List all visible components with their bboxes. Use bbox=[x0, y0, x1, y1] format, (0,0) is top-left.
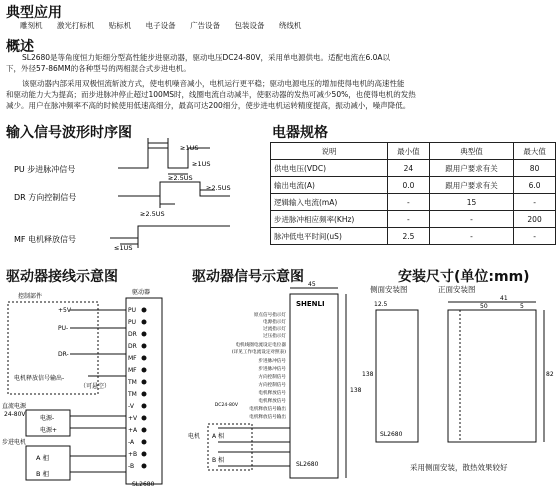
install-title: 安装尺寸(单位:mm) bbox=[398, 269, 530, 285]
pin-label: -V bbox=[128, 403, 134, 410]
pin-label: TM bbox=[128, 391, 137, 398]
driver-outline bbox=[290, 294, 338, 478]
stepper-label: 步进电机 bbox=[2, 439, 27, 446]
spec-cell: 15 bbox=[429, 194, 513, 211]
mf-label: MF 电机释放信号 bbox=[14, 235, 77, 244]
spec-header-row bbox=[271, 143, 556, 160]
signal-label: 电机释放信号 bbox=[258, 399, 286, 404]
control-part-label: 控制部件 bbox=[18, 293, 43, 300]
pin-label: MF bbox=[128, 367, 137, 374]
table-row bbox=[271, 228, 556, 245]
phase-b-label: B 相 bbox=[212, 457, 225, 464]
spec-cell: 脉冲低电平时间(uS) bbox=[271, 228, 388, 245]
spec-cell: - bbox=[429, 211, 513, 228]
spec-cell: 6.0 bbox=[514, 177, 556, 194]
dim-4: 5 bbox=[520, 303, 524, 310]
overview-line: 下，外径57-86MM的各种型号的两相混合式步进电机。 bbox=[6, 64, 191, 73]
waveform-title: 输入信号波形时序图 bbox=[6, 125, 132, 141]
install-diagram bbox=[360, 296, 560, 456]
overview-text bbox=[6, 52, 558, 111]
spec-cell: 逻辑输入电流(mA) bbox=[271, 194, 388, 211]
applications-list bbox=[20, 20, 313, 31]
signal-label: 步进脉冲信号 bbox=[258, 367, 286, 372]
spec-cell: 供电电压(VDC) bbox=[271, 160, 388, 177]
timing-4: ≥2.5US bbox=[140, 210, 165, 218]
table-row bbox=[271, 177, 556, 194]
signal-label: 电机释放信号 bbox=[258, 391, 286, 396]
timing-5: ≥2.5US bbox=[206, 184, 231, 192]
pin-label: DR bbox=[128, 331, 137, 338]
phase-b-label: B 相 bbox=[36, 470, 50, 478]
spec-cell: 200 bbox=[514, 211, 556, 228]
applications-title: 典型应用 bbox=[6, 5, 62, 21]
dim-2: 41 bbox=[500, 295, 508, 302]
install-model: SL2680 bbox=[380, 431, 403, 438]
overview-line: 该驱动器内部采用双极恒流斩波方式，使电机噪音减小，电机运行更平稳；驱动电源电压的增加使得电机的高速性能 bbox=[22, 79, 405, 88]
signal-label: 电机线圈电流设定电位器 bbox=[235, 343, 286, 348]
pin-label: PU bbox=[128, 307, 137, 314]
overview-line: SL2680是等角度恒力矩细分型高性能步进驱动器，驱动电压DC24-80V，采用单电源供电。适配电流在6.0A以 bbox=[22, 53, 391, 62]
pin-label: -B bbox=[128, 463, 135, 470]
plus5v-label: +5V bbox=[58, 307, 71, 314]
wiring-model: SL2680 bbox=[132, 481, 155, 487]
signal-title: 驱动器信号示意图 bbox=[192, 269, 304, 285]
spec-cell: - bbox=[429, 228, 513, 245]
signal-label: 原点信号指示灯 bbox=[253, 313, 286, 318]
dr-label: DR 方向控制信号 bbox=[14, 193, 77, 202]
install-note: 采用侧面安装，散热效果较好 bbox=[410, 463, 508, 472]
pu-label: PU 步进脉冲信号 bbox=[14, 165, 76, 174]
mf-out-label: 电机释放信号输出- bbox=[14, 375, 65, 382]
signal-label: (详见工作电流设定对照表) bbox=[231, 350, 286, 355]
spec-table bbox=[270, 142, 556, 245]
spec-cell: 跟用户要求有关 bbox=[429, 160, 513, 177]
timing-3: ≥2.5US bbox=[168, 174, 193, 182]
spec-cell: 2.5 bbox=[388, 228, 430, 245]
dim-1: 12.5 bbox=[374, 301, 388, 308]
pin-label: DR bbox=[128, 343, 137, 350]
pin-label: -A bbox=[128, 439, 135, 446]
motor-label: 电机 bbox=[188, 433, 201, 440]
app-item: 电子设备 bbox=[145, 21, 176, 30]
signal-label: 方向控制信号 bbox=[258, 383, 286, 388]
optional-label: （可悬空） bbox=[80, 383, 111, 390]
pin-label: PU bbox=[128, 319, 137, 326]
pin-label: +B bbox=[128, 451, 138, 458]
signal-label: 电机释放信号输出 bbox=[249, 407, 286, 412]
pwr-neg-label: 电源- bbox=[40, 415, 55, 422]
signal-label: 电机释放信号输出 bbox=[249, 415, 286, 420]
spec-cell: - bbox=[388, 211, 430, 228]
brand-logo: SHENLI bbox=[296, 300, 325, 308]
spec-cell: 输出电流(A) bbox=[271, 177, 388, 194]
front-outline bbox=[448, 310, 536, 442]
signal-label: DC24-80V bbox=[214, 403, 238, 408]
signal-model: SL2680 bbox=[296, 461, 319, 468]
app-item: 绕线机 bbox=[278, 21, 302, 30]
spec-cell: - bbox=[514, 228, 556, 245]
spec-title: 电器规格 bbox=[272, 125, 328, 141]
timing-1: ≥1US bbox=[180, 144, 199, 152]
overview-line: 和驱动能力大为提高；而步进脉冲停止超过100MS时，线圈电流自动减半，使驱动器的发热可减少50%，也使得电机的发热 bbox=[6, 90, 416, 99]
driver-label: 驱动器 bbox=[132, 289, 151, 296]
spec-cell: - bbox=[388, 194, 430, 211]
app-item: 包装设备 bbox=[234, 21, 265, 30]
dim-6: 82 bbox=[546, 371, 554, 378]
app-item: 贴标机 bbox=[108, 21, 132, 30]
overview-line: 减少。用户在脉冲频率不高的时候使用低速高细分，最高可达200细分，使步进电机运转精度提高，振动减小，噪声降低。 bbox=[6, 101, 411, 110]
dc-supply-label: 直流电源 bbox=[2, 403, 27, 410]
pwr-pos-label: 电源+ bbox=[40, 427, 58, 434]
dim-5: 138 bbox=[362, 371, 374, 378]
spec-cell: 0.0 bbox=[388, 177, 430, 194]
side-outline bbox=[376, 310, 418, 442]
table-row bbox=[271, 160, 556, 177]
pin-label: MF bbox=[128, 355, 137, 362]
spec-cell: 跟用户要求有关 bbox=[429, 177, 513, 194]
app-item: 激光打标机 bbox=[56, 21, 95, 30]
spec-header: 典型值 bbox=[429, 143, 513, 160]
side-view-label: 侧面安装图 bbox=[370, 285, 408, 294]
signal-label: 电源指示灯 bbox=[263, 320, 286, 325]
dc-range-label: 24-80V bbox=[4, 411, 26, 418]
spec-cell: 步进脉冲相应频率(KHz) bbox=[271, 211, 388, 228]
timing-6: ≤1US bbox=[114, 244, 133, 252]
dr-label: DR- bbox=[58, 351, 69, 358]
front-view-label: 正面安装图 bbox=[438, 285, 476, 294]
pin-label: TM bbox=[128, 379, 137, 386]
timing-2: ≥1US bbox=[192, 160, 211, 168]
signal-label: 过流指示灯 bbox=[263, 327, 286, 332]
pin-label: +V bbox=[128, 415, 138, 422]
pu-label: PU- bbox=[58, 325, 69, 332]
pin-label: +A bbox=[128, 427, 138, 434]
signal-diagram bbox=[178, 281, 362, 487]
wiring-diagram bbox=[0, 284, 180, 487]
app-item: 雕刻机 bbox=[20, 21, 43, 30]
signal-label: 方向控制信号 bbox=[258, 375, 286, 380]
signal-label: 过压指示灯 bbox=[263, 334, 286, 339]
spec-header: 最小值 bbox=[388, 143, 430, 160]
mf-waveform bbox=[110, 226, 230, 238]
waveform-diagram bbox=[0, 138, 270, 256]
spec-cell: 24 bbox=[388, 160, 430, 177]
dim-width: 45 bbox=[308, 281, 316, 288]
wiring-title: 驱动器接线示意图 bbox=[6, 269, 118, 285]
spec-header: 最大值 bbox=[514, 143, 556, 160]
spec-header: 说明 bbox=[271, 143, 388, 160]
spec-cell: 80 bbox=[514, 160, 556, 177]
table-row bbox=[271, 194, 556, 211]
spec-cell: - bbox=[514, 194, 556, 211]
phase-a-label: A 相 bbox=[36, 454, 50, 462]
dim-height: 138 bbox=[350, 387, 362, 394]
table-row bbox=[271, 211, 556, 228]
dim-3: 50 bbox=[480, 303, 488, 310]
overview-title: 概述 bbox=[6, 39, 34, 55]
app-item: 广告设备 bbox=[190, 21, 221, 30]
signal-label: 步进脉冲信号 bbox=[258, 359, 286, 364]
phase-a-label: A 相 bbox=[212, 433, 225, 440]
